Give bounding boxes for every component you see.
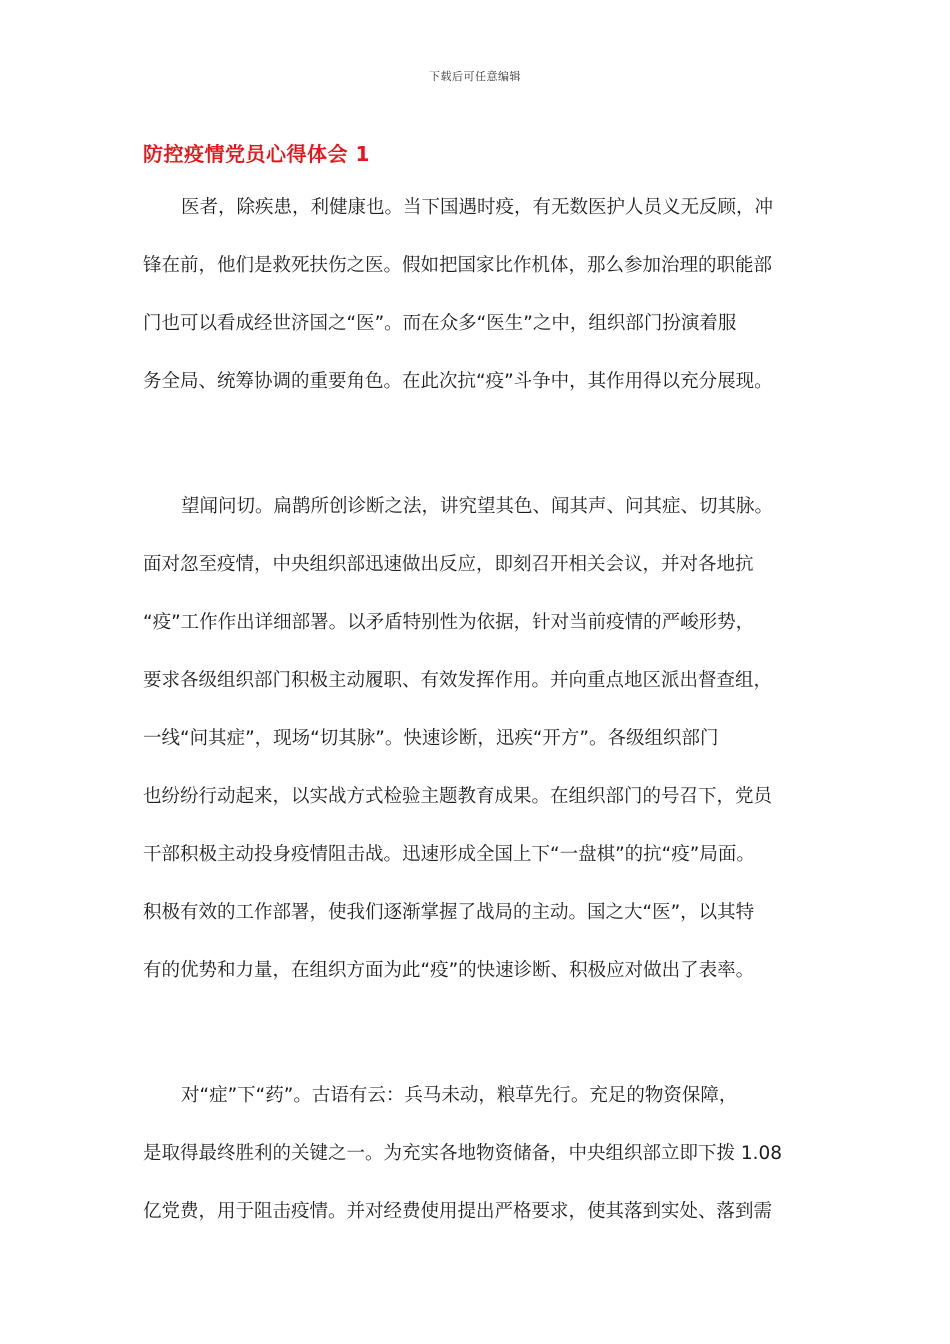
paragraph-line: “疫”工作作出详细部署。以矛盾特别性为依据，针对当前疫情的严峻形势， xyxy=(143,612,755,633)
paragraph-line: 要求各级组织部门积极主动履职、有效发挥作用。并向重点地区派出督查组， xyxy=(143,670,773,691)
paragraph-line: 医者，除疾患，利健康也。当下国遇时疫，有无数医护人员义无反顾，冲 xyxy=(181,197,774,218)
paragraph-line: 也纷纷行动起来，以实战方式检验主题教育成果。在组织部门的号召下，党员 xyxy=(143,786,773,807)
paragraph-line: 门也可以看成经世济国之“医”。而在众多“医生”之中，组织部门扮演着服 xyxy=(143,313,737,334)
paragraph-line: 干部积极主动投身疫情阻击战。迅速形成全国上下“一盘棋”的抗“疫”局面。 xyxy=(143,844,755,865)
paragraph-line: 望闻问切。扁鹊所创诊断之法，讲究望其色、闻其声、问其症、切其脉。 xyxy=(181,496,774,517)
paragraph-line: 一线“问其症”，现场“切其脉”。快速诊断，迅疾“开方”。各级组织部门 xyxy=(143,728,719,749)
paragraph-line: 锋在前，他们是救死扶伤之医。假如把国家比作机体，那么参加治理的职能部 xyxy=(143,255,773,276)
paragraph-2 xyxy=(143,489,823,1011)
paragraph-3 xyxy=(143,1078,823,1252)
document-body xyxy=(143,190,823,1319)
paragraph-line: 是取得最终胜利的关键之一。为充实各地物资储备，中央组织部立即下拨 1.08 xyxy=(143,1143,783,1164)
paragraph-line: 务全局、统筹协调的重要角色。在此次抗“疫”斗争中，其作用得以充分展现。 xyxy=(143,371,773,392)
paragraph-1 xyxy=(143,190,823,422)
paragraph-line: 面对忽至疫情，中央组织部迅速做出反应，即刻召开相关会议，并对各地抗 xyxy=(143,554,754,575)
document-title: 防控疫情党员心得体会 1 xyxy=(143,142,370,166)
paragraph-line: 有的优势和力量，在组织方面为此“疫”的快速诊断、积极应对做出了表率。 xyxy=(143,960,755,981)
paragraph-line: 亿党费，用于阻击疫情。并对经费使用提出严格要求，使其落到实处、落到需 xyxy=(143,1201,773,1222)
paragraph-line: 对“症”下“药”。古语有云：兵马未动，粮草先行。充足的物资保障， xyxy=(181,1085,738,1106)
paragraph-line: 积极有效的工作部署，使我们逐渐掌握了战局的主动。国之大“医”，以其特 xyxy=(143,902,755,923)
page-header-caption: 下载后可任意编辑 xyxy=(429,70,521,83)
